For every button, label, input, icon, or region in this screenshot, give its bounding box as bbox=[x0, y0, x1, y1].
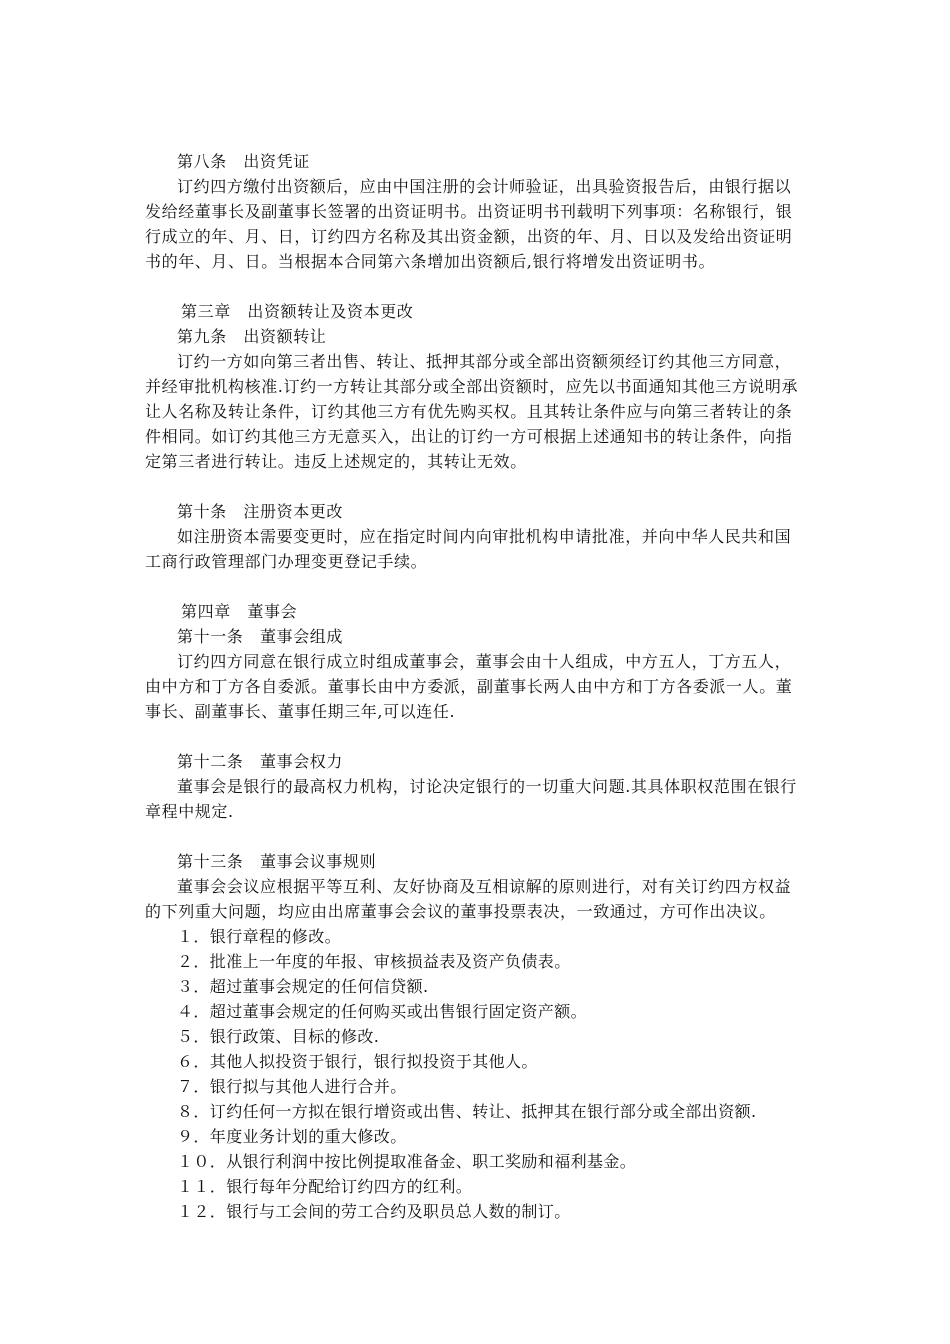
article-11-heading: 第十一条 董事会组成 bbox=[177, 627, 344, 646]
article-10-paragraph-line: 工商行政管理部门办理变更登记手续。 bbox=[145, 552, 428, 571]
article-12-paragraph-line: 章程中规定. bbox=[145, 802, 234, 821]
chapter-4-heading: 第四章 董事会 bbox=[181, 602, 298, 621]
article-13-list-item: ４．超过董事会规定的任何购买或出售银行固定资产额。 bbox=[177, 1002, 588, 1021]
article-13-list-item: １０．从银行利润中按比例提取准备金、职工奖励和福利基金。 bbox=[177, 1152, 637, 1171]
paragraph-gap bbox=[145, 474, 810, 499]
article-9-paragraph-line: 定第三者进行转让。违反上述规定的，其转让无效。 bbox=[145, 452, 527, 471]
article-13-heading: 第十三条 董事会议事规则 bbox=[177, 852, 377, 871]
article-11-paragraph-line: 事长、副董事长、董事任期三年,可以连任. bbox=[145, 702, 456, 721]
paragraph-gap bbox=[145, 824, 810, 849]
article-9-paragraph-line: 件相同。如订约其他三方无意买入，出让的订约一方可根据上述通知书的转让条件，向指 bbox=[145, 427, 793, 446]
article-10-paragraph-line: 如注册资本需要变更时，应在指定时间内向审批机构申请批准，并向中华人民共和国 bbox=[177, 527, 792, 546]
article-9-heading: 第九条 出资额转让 bbox=[177, 327, 327, 346]
article-8-paragraph-line: 书的年、月、日。当根据本合同第六条增加出资额后,银行将增发出资证明书。 bbox=[145, 252, 716, 271]
paragraph-gap bbox=[145, 724, 810, 749]
article-9-paragraph-line: 让人名称及转让条件，订约其他三方有优先购买权。且其转让条件应与向第三者转让的条 bbox=[145, 402, 793, 421]
article-8-paragraph-line: 行成立的年、月、日，订约四方名称及其出资金额，出资的年、月、日以及发给出资证明 bbox=[145, 227, 793, 246]
article-10-heading: 第十条 注册资本更改 bbox=[177, 502, 344, 521]
article-11-paragraph-line: 订约四方同意在银行成立时组成董事会，董事会由十人组成，中方五人，丁方五人， bbox=[177, 652, 792, 671]
chapter-3-heading: 第三章 出资额转让及资本更改 bbox=[181, 302, 414, 321]
article-13-list-item: ９．年度业务计划的重大修改。 bbox=[177, 1127, 407, 1146]
article-13-list-item: ６．其他人拟投资于银行，银行拟投资于其他人。 bbox=[177, 1052, 538, 1071]
article-8-paragraph-line: 订约四方缴付出资额后，应由中国注册的会计师验证，出具验资报告后，由银行据以 bbox=[177, 177, 792, 196]
article-13-list-item: ５．银行政策、目标的修改. bbox=[177, 1027, 380, 1046]
article-8-heading: 第八条 出资凭证 bbox=[177, 152, 310, 171]
article-9-paragraph-line: 并经审批机构核准.订约一方转让其部分或全部出资额时，应先以书面通知其他三方说明承 bbox=[145, 377, 799, 396]
article-13-list-item: ２．批准上一年度的年报、审核损益表及资产负债表。 bbox=[177, 952, 571, 971]
article-13-list-item: １．银行章程的修改。 bbox=[177, 927, 342, 946]
article-13-list-item: ８．订约任何一方拟在银行增资或出售、转让、抵押其在银行部分或全部出资额. bbox=[177, 1102, 757, 1121]
article-13-paragraph-line: 董事会会议应根据平等互利、友好协商及互相谅解的原则进行，对有关订约四方权益 bbox=[177, 877, 792, 896]
article-13-list-item: １１．银行每年分配给订约四方的红利。 bbox=[177, 1177, 473, 1196]
article-13-list-item: ３．超过董事会规定的任何信贷额. bbox=[177, 977, 429, 996]
article-12-paragraph-line: 董事会是银行的最高权力机构，讨论决定银行的一切重大问题.其具体职权范围在银行 bbox=[177, 777, 797, 796]
article-13-list-item: ７．银行拟与其他人进行合并。 bbox=[177, 1077, 407, 1096]
article-13-paragraph-line: 的下列重大问题，均应由出席董事会会议的董事投票表决，一致通过，方可作出决议。 bbox=[145, 902, 776, 921]
article-12-heading: 第十二条 董事会权力 bbox=[177, 752, 344, 771]
article-9-paragraph-line: 订约一方如向第三者出售、转让、抵押其部分或全部出资额须经订约其他三方同意， bbox=[177, 352, 792, 371]
paragraph-gap bbox=[145, 274, 810, 299]
article-13-list-item: １２．银行与工会间的劳工合约及职员总人数的制订。 bbox=[177, 1202, 571, 1221]
document-body bbox=[145, 149, 810, 1224]
article-8-paragraph-line: 发给经董事长及副董事长签署的出资证明书。出资证明书刊载明下列事项：名称银行，银 bbox=[145, 202, 793, 221]
article-11-paragraph-line: 由中方和丁方各自委派。董事长由中方委派，副董事长两人由中方和丁方各委派一人。董 bbox=[145, 677, 793, 696]
paragraph-gap bbox=[145, 574, 810, 599]
